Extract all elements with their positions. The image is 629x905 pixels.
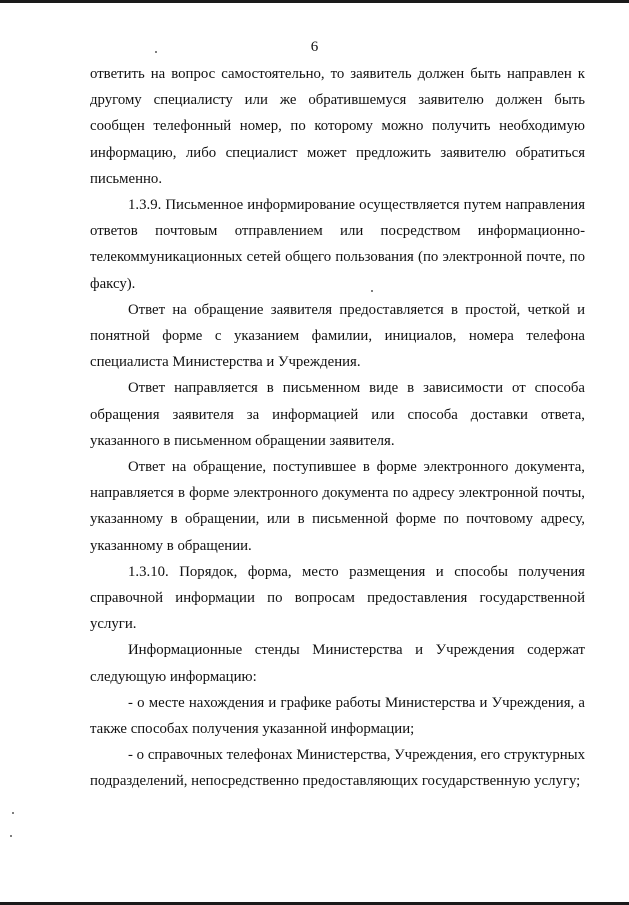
paragraph-1-3-10: 1.3.10. Порядок, форма, место размещения и способы получения справочной информации по вопросам предоставления государственной услуги. [90, 563, 585, 633]
scan-speck [10, 835, 12, 837]
document-body [90, 61, 585, 795]
list-item-location: - о месте нахождения и графике работы Министерства и Учреждения, а также способах получения указанной информации; [90, 694, 585, 738]
paragraph-continuation: ответить на вопрос самостоятельно, то заявитель должен быть направлен к другому специалисту или же обратившемуся заявителю должен быть сообщен телефонный номер, по которому можно получить необходимую информацию, либо специалист может предложить заявителю обратиться письменно. [90, 66, 585, 187]
scan-speck [371, 290, 373, 292]
scan-top-edge [0, 0, 629, 3]
scan-speck [155, 51, 157, 53]
scan-speck [12, 812, 14, 814]
paragraph-response-written: Ответ направляется в письменном виде в зависимости от способа обращения заявителя за информацией или способа доставки ответа, указанного в письменном обращении заявителя. [90, 380, 585, 449]
paragraph-1-3-9: 1.3.9. Письменное информирование осуществляется путем направления ответов почтовым отправлением или посредством информационно-телекоммуникационных сетей общего пользования (по электронной почте, по факсу). [90, 197, 585, 292]
list-item-phones: - о справочных телефонах Министерства, Учреждения, его структурных подразделений, непосредственно предоставляющих государственную услугу; [90, 747, 585, 790]
paragraph-info-stands: Информационные стенды Министерства и Учреждения содержат следующую информацию: [90, 642, 585, 685]
paragraph-response-form: Ответ на обращение заявителя предоставляется в простой, четкой и понятной форме с указанием фамилии, инициалов, номера телефона специалиста Министерства и Учреждения. [90, 301, 585, 371]
paragraph-response-electronic: Ответ на обращение, поступившее в форме электронного документа, направляется в форме электронного документа по адресу электронной почты, указанному в обращении, или в письменной форме по почтовому адресу, указанному в обращении. [90, 459, 585, 554]
page-number: 6 [310, 39, 319, 55]
